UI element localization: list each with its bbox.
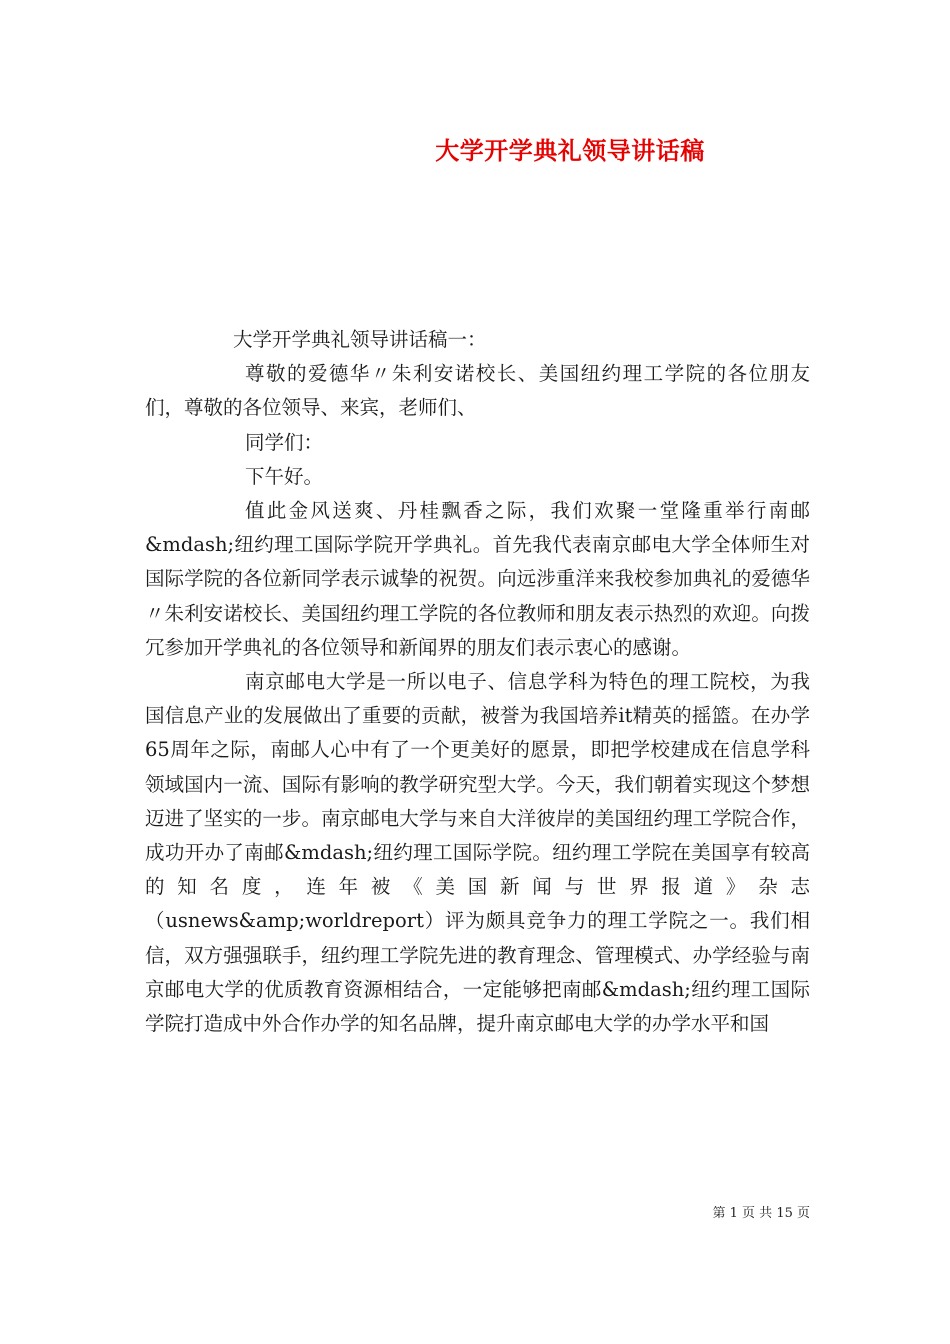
page-number: 第 1 页 共 15 页 [712, 1206, 810, 1221]
paragraph-salutation: 尊敬的爱德华〃朱利安诺校长、美国纽约理工学院的各位朋友们，尊敬的各位领导、来宾，老师们、 [145, 362, 810, 420]
document-body [145, 323, 810, 1041]
paragraph-salutation-cont: 同学们： [245, 430, 324, 454]
paragraph-greeting: 下午好。 [245, 464, 324, 488]
paragraph-university-intro: 南京邮电大学是一所以电子、信息学科为特色的理工院校，为我国信息产业的发展做出了重要的贡献，被誉为我国培养it精英的摇篮。在办学65周年之际，南邮人心中有了一个更美好的愿景，即把学校建成在信息学科领域国内一流、国际有影响的教学研究型大学。今天，我们朝着实现这个梦想迈进了坚实的一步。南京邮电大学与来自大洋彼岸的美国纽约理工学院合作，成功开办了南邮&mdash;纽约理工国际学院。纽约理工学院在美国享有较高的知名度，连年被《美国新闻与世界报道》杂志（usnews&amp;worldreport）评为颇具竞争力的理工学院之一。我们相信，双方强强联手，纽约理工学院先进的教育理念、管理模式、办学经验与南京邮电大学的优质教育资源相结合，一定能够把南邮&mdash;纽约理工国际学院打造成中外合作办学的知名品牌，提升南京邮电大学的办学水平和国 [145, 670, 810, 1036]
paragraph-opening: 值此金风送爽、丹桂飘香之际，我们欢聚一堂隆重举行南邮&mdash;纽约理工国际学院开学典礼。首先我代表南京邮电大学全体师生对国际学院的各位新同学表示诚挚的祝贺。向远涉重洋来我校参加典礼的爱德华〃朱利安诺校长、美国纽约理工学院的各位教师和朋友表示热烈的欢迎。向拨冗参加开学典礼的各位领导和新闻界的朋友们表示衷心的感谢。 [145, 499, 810, 659]
document-title: 大学开学典礼领导讲话稿 [435, 136, 705, 165]
paragraph-heading: 大学开学典礼领导讲话稿一： [233, 328, 487, 351]
